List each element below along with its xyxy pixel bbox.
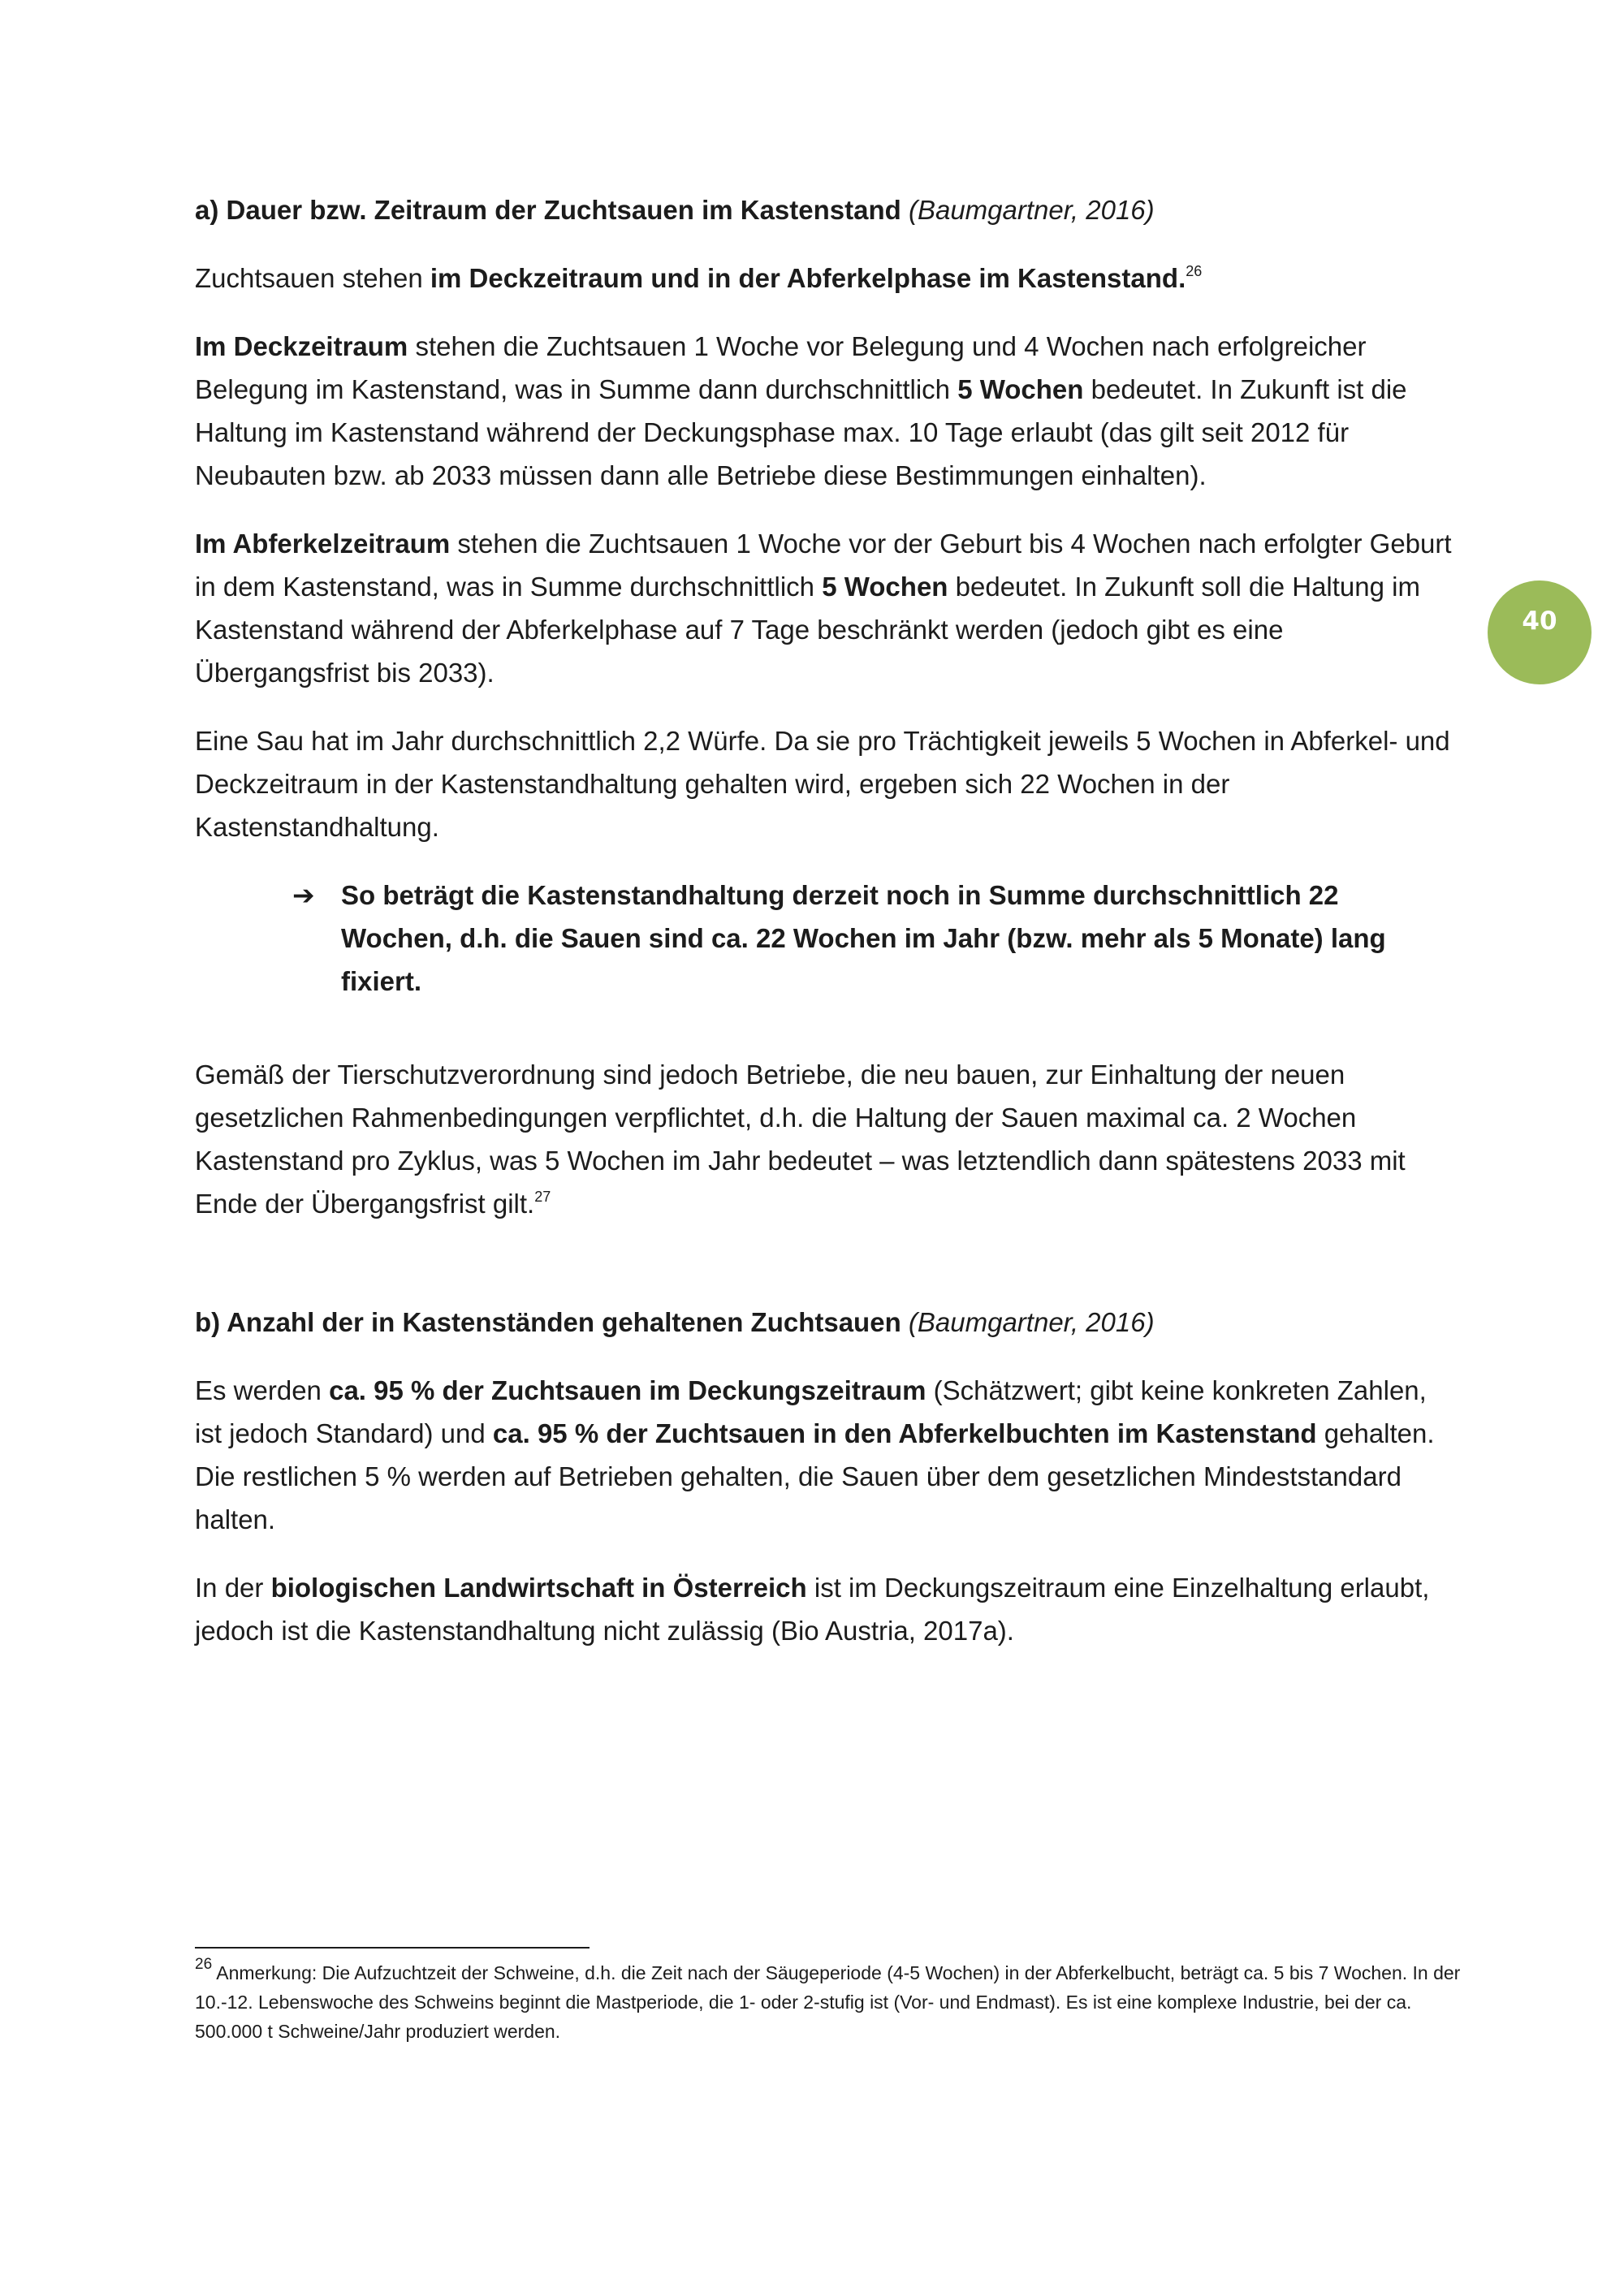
- section-b-paragraph-2: In der biologischen Landwirtschaft in Österreich ist im Deckungszeitraum eine Einzelhaltung erlaubt, jedoch ist die Kastenstandhaltung nicht zulässig (Bio Austria, 2017a).: [195, 1573, 1430, 1646]
- section-b-paragraph-1: Es werden ca. 95 % der Zuchtsauen im Deckungszeitraum (Schätzwert; gibt keine konkreten Zahlen, ist jedoch Standard) und ca. 95 % der Zuchtsauen in den Abferkelbuchten im Kastenstand gehalten. Die restlichen 5 % werden auf Betrieben gehalten, die Sauen über dem gesetzlichen Mindeststandard halten.: [195, 1375, 1435, 1534]
- page-number-badge: 40: [1488, 580, 1592, 684]
- section-a-paragraph-5: Gemäß der Tierschutzverordnung sind jedoch Betriebe, die neu bauen, zur Einhaltung der neuen gesetzlichen Rahmenbedingungen verpflichtet, d.h. die Haltung der Sauen maximal ca. 2 Wochen Kastenstand pro Zyklus, was 5 Wochen im Jahr bedeutet – was letztendlich dann spätestens 2033 mit Ende der Übergangsfrist gilt.$^{27}$: [195, 1060, 1406, 1219]
- conclusion-text: So beträgt die Kastenstandhaltung derzeit noch in Summe durchschnittlich 22 Wochen, d.h. die Sauen sind ca. 22 Wochen im Jahr (bzw. mehr als 5 Monate) lang fixiert.: [341, 880, 1386, 996]
- arrow-right-icon: ➔: [292, 880, 315, 910]
- section-b-source: (Baumgartner, 2016): [908, 1307, 1155, 1337]
- section-a-source: (Baumgartner, 2016): [908, 195, 1155, 225]
- section-b-heading: b) Anzahl der in Kastenständen gehaltenen Zuchtsauen (Baumgartner, 2016): [195, 1307, 1155, 1337]
- conclusion-block: [292, 874, 1453, 1003]
- section-a-paragraph-3: Im Abferkelzeitraum stehen die Zuchtsauen 1 Woche vor der Geburt bis 4 Wochen nach erfolgter Geburt in dem Kastenstand, was in Summe durchschnittlich 5 Wochen bedeutet. In Zukunft soll die Haltung im Kastenstand während der Abferkelphase auf 7 Tage beschränkt werden (jedoch gibt es eine Übergangsfrist bis 2033).: [195, 529, 1452, 688]
- footnote-number: 26: [195, 1956, 213, 1974]
- main-content: [195, 188, 1453, 1677]
- section-a-paragraph-1: Zuchtsauen stehen im Deckzeitraum und in der Abferkelphase im Kastenstand.$^{26}$: [195, 263, 1203, 293]
- section-a-heading: a) Dauer bzw. Zeitraum der Zuchtsauen im Kastenstand (Baumgartner, 2016): [195, 195, 1155, 225]
- footnote-text: Anmerkung: Die Aufzuchtzeit der Schweine, d.h. die Zeit nach der Säugeperiode (4-5 Wochen) in der Abferkelbucht, beträgt ca. 5 bis 7 Wochen. In der 10.-12. Lebenswoche des Schweins beginnt die Mastperiode, die 1- oder 2-stufig ist (Vor- und Endmast). Es ist eine komplexe Industrie, bei der ca. 500.000 t Schweine/Jahr produziert werden.: [195, 1962, 1461, 2042]
- section-a-paragraph-4: Eine Sau hat im Jahr durchschnittlich 2,2 Würfe. Da sie pro Trächtigkeit jeweils 5 Wochen in Abferkel- und Deckzeitraum in der Kastenstandhaltung gehalten wird, ergeben sich 22 Wochen in der Kastenstandhaltung.: [195, 726, 1450, 842]
- footnote-26: [195, 1958, 1462, 2046]
- footnote-ref-27[interactable]: 27: [534, 1189, 551, 1205]
- footnote-divider: [195, 1947, 590, 1949]
- section-a-paragraph-2: Im Deckzeitraum stehen die Zuchtsauen 1 Woche vor Belegung und 4 Wochen nach erfolgreicher Belegung im Kastenstand, was in Summe dann durchschnittlich 5 Wochen bedeutet. In Zukunft ist die Haltung im Kastenstand während der Deckungsphase max. 10 Tage erlaubt (das gilt seit 2012 für Neubauten bzw. ab 2033 müssen dann alle Betriebe diese Bestimmungen einhalten).: [195, 331, 1407, 490]
- footnote-ref-26[interactable]: 26: [1186, 263, 1203, 279]
